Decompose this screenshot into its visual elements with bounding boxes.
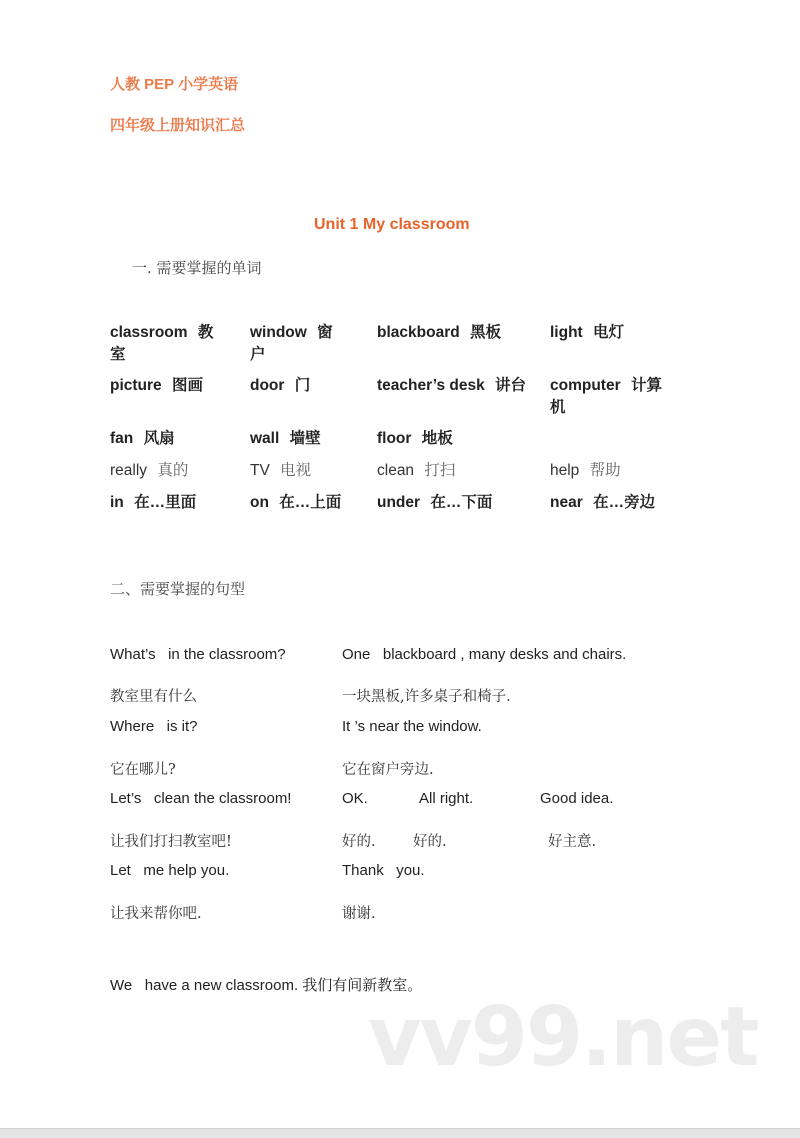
vocab-word: teacher’s desk [377,377,485,394]
vocab-word: window [250,324,307,341]
vocab-meaning: 图画 [172,377,204,394]
sentence-translation: 谢谢. [342,906,376,922]
sentence-question: Let’s clean the classroom! [110,790,292,807]
vocab-meaning: 计算机 [550,377,662,416]
vocab-item [550,460,672,482]
vocab-meaning: 在…下面 [430,494,493,511]
sentence-question: Let me help you. [110,862,230,879]
sentence-answer: All right. [419,790,474,807]
sentence-translation: 教室里有什么 [110,689,197,705]
vocab-word: near [550,494,583,511]
vocab-meaning: 打扫 [424,462,456,479]
sentence-translation: 一块黑板,许多桌子和椅子. [342,689,511,705]
vocab-item [250,322,348,366]
vocab-word: clean [377,462,415,479]
vocab-item [110,322,222,366]
vocab-item [377,375,527,397]
sentence-translation: 它在窗户旁边. [342,762,434,778]
vocab-item [250,460,348,482]
vocab-item [550,375,672,419]
vocab-item [377,460,527,482]
vocab-meaning: 在…上面 [279,494,342,511]
sentence-translation: 让我们打扫教室吧! [110,834,232,850]
sentence-statement: We have a new classroom. 我们有间新教室。 [110,977,423,994]
vocab-meaning: 电灯 [593,324,625,341]
vocab-word: really [110,462,148,479]
vocab-item [250,428,348,450]
vocab-word: blackboard [377,324,460,341]
vocab-word: under [377,494,421,511]
vocab-word: help [550,462,580,479]
sentence-answer: OK. [342,790,368,807]
sentence-translation: 好的. [413,834,447,850]
vocab-item [250,492,348,514]
vocab-item [550,322,672,344]
vocab-meaning: 门 [294,377,311,394]
vocab-word: picture [110,377,162,394]
vocab-word: floor [377,430,412,447]
sentence-answer: Thank you. [342,862,425,879]
vocab-word: computer [550,377,621,394]
watermark: vv99.net [368,990,758,1085]
vocab-item [377,492,527,514]
sentence-answer: Good idea. [540,790,614,807]
vocab-meaning: 墙壁 [289,430,321,447]
vocab-item [377,322,527,344]
vocab-item [110,375,222,397]
section-2-title: 二、需要掌握的句型 [110,580,246,598]
unit-title: Unit 1 My classroom [314,216,470,233]
sentence-translation: 它在哪儿? [110,762,176,778]
vocab-word: light [550,324,583,341]
sentence-translation: 让我来帮你吧. [110,906,202,922]
sentence-translation: 好主意. [548,834,597,850]
doc-header-line1: 人教 PEP 小学英语 [110,76,239,93]
vocab-word: fan [110,430,134,447]
sentence-translation: 好的. [342,834,376,850]
vocab-meaning: 讲台 [495,377,527,394]
vocab-meaning: 在…里面 [134,494,197,511]
vocab-word: on [250,494,269,511]
vocab-item [377,428,527,450]
vocab-meaning: 风扇 [143,430,175,447]
vocab-meaning: 电视 [280,462,312,479]
vocab-meaning: 窗户 [250,324,333,363]
vocab-item [110,492,222,514]
vocab-item [550,492,672,514]
vocab-item [110,428,222,450]
vocab-word: in [110,494,124,511]
doc-header-line2: 四年级上册知识汇总 [110,117,246,134]
vocab-meaning: 真的 [157,462,189,479]
sentence-question: What’s in the classroom? [110,646,286,663]
vocab-meaning: 帮助 [589,462,621,479]
vocab-meaning: 黑板 [470,324,502,341]
vocab-meaning: 在…旁边 [593,494,656,511]
vocab-word: classroom [110,324,188,341]
vocab-word: door [250,377,285,394]
vocab-meaning: 地板 [421,430,453,447]
vocab-word: wall [250,430,280,447]
sentence-question: Where is it? [110,718,198,735]
vocab-item [110,460,222,482]
vocab-item [250,375,348,397]
section-1-title: 一. 需要掌握的单词 [132,259,262,277]
sentence-answer: One blackboard , many desks and chairs. [342,646,627,663]
vocab-meaning: 教室 [110,324,214,363]
sentence-answer: It ’s near the window. [342,718,482,735]
vocab-word: TV [250,462,270,479]
